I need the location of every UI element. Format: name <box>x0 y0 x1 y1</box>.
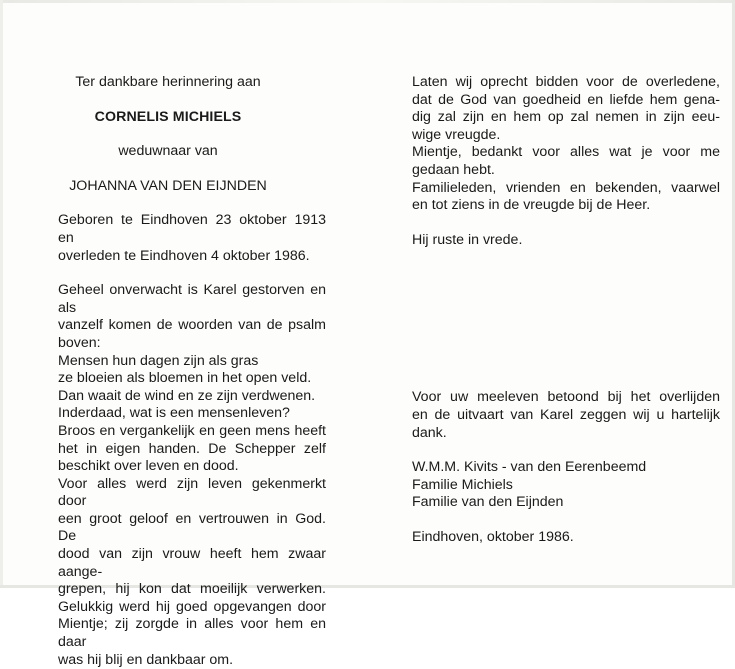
deceased-name: CORNELIS MICHIELS <box>94 108 242 125</box>
thanks-line: dank. <box>412 424 447 441</box>
eulogy-line: Mientje; zij zorgde in alles voor hem en daar <box>58 616 326 651</box>
thanks-paragraph <box>412 389 720 442</box>
prayer-line: gedaan hebt. <box>412 161 495 178</box>
prayer-line: Laten wij oprecht bidden voor de overledene, <box>412 74 720 90</box>
prayer-line: wige vreugde. <box>412 126 501 143</box>
prayer-line: Mientje, bedankt voor alles wat je voor me <box>412 144 720 161</box>
eulogy-line: Mensen hun dagen zijn als gras <box>58 352 259 369</box>
eulogy-line: het in eigen handen. De Schepper zelf <box>58 440 326 457</box>
birth-line: Geboren te Eindhoven 23 oktober 1913 en <box>58 212 326 246</box>
eulogy-line: Broos en vergankelijk en geen mens heeft <box>58 422 326 439</box>
prayer-paragraph <box>412 74 720 215</box>
place-date: Eindhoven, oktober 1986. <box>412 528 574 545</box>
prayer-line: dat de God van goedheid en liefde hem gena- <box>412 91 720 108</box>
left-column <box>58 74 326 669</box>
eulogy-line: beschikt over leven en dood. <box>58 458 239 475</box>
eulogy-line: boven: <box>58 334 101 351</box>
eulogy-line: Dan waait de wind en ze zijn verdwenen. <box>58 387 316 404</box>
eulogy-line: ze bloeien als bloemen in het open veld. <box>58 370 312 387</box>
eulogy-line: dood van zijn vrouw heeft hem zwaar aange- <box>58 546 326 580</box>
thanks-line: en de uitvaart van Karel zeggen wij u hartelijk <box>412 406 720 423</box>
eulogy-line: Geheel onverwacht is Karel gestorven en als <box>58 282 326 316</box>
spouse-name: JOHANNA VAN DEN EIJNDEN <box>69 177 267 194</box>
birth-death-paragraph <box>58 212 326 265</box>
right-column <box>412 74 720 547</box>
eulogy-line: Gelukkig werd hij goed opgevangen door <box>58 598 326 615</box>
card-edge-top <box>0 0 735 3</box>
death-line: overleden te Eindhoven 4 oktober 1986. <box>58 247 310 264</box>
thanks-line: Voor uw meeleven betoond bij het overlijden <box>412 389 720 406</box>
eulogy-line: Voor alles werd zijn leven gekenmerkt door <box>58 475 326 510</box>
family-line: Familie Michiels <box>412 476 513 493</box>
family-line: Familie van den Eijnden <box>412 494 564 511</box>
eulogy-paragraph <box>58 282 326 669</box>
card-edge-left <box>0 0 3 588</box>
eulogy-line: vanzelf komen de woorden van de psalm <box>58 317 326 334</box>
eulogy-line: een groot geloof en vertrouwen in God. De <box>58 510 326 545</box>
eulogy-line: grepen, hij kon dat moeilijk verwerken. <box>58 581 326 598</box>
prayer-line: en tot ziens in de vreugde bij de Heer. <box>412 197 651 214</box>
relation-line: weduwnaar van <box>118 143 218 160</box>
family-line: W.M.M. Kivits - van den Eerenbeemd <box>412 459 647 476</box>
prayer-line: Familieleden, vrienden en bekenden, vaarwel <box>412 179 720 196</box>
eulogy-line: Inderdaad, wat is een mensenleven? <box>58 405 290 422</box>
family-signatures <box>412 459 720 512</box>
prayer-line: dig zal zijn en hem op zal nemen in zijn eeu- <box>412 109 720 126</box>
intro-line: Ter dankbare herinnering aan <box>75 74 261 90</box>
rest-in-peace: Hij ruste in vrede. <box>412 231 523 248</box>
eulogy-line: was hij blij en dankbaar om. <box>58 651 234 668</box>
